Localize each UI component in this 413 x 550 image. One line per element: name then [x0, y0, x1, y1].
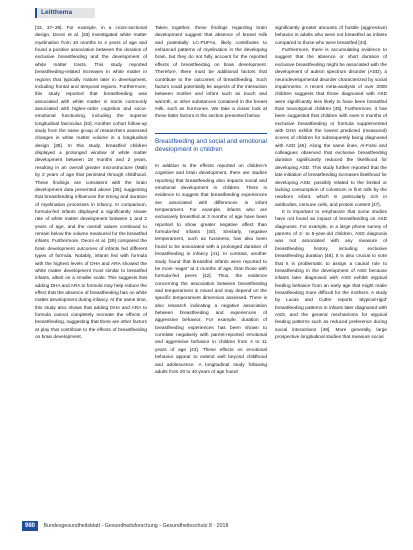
paragraph: In addition to the effects reported on children's cognitive and brain development, there are studies reporting that breastfeeding also impacts social and emotional development in children. There is evidence to suggest that breastfeeding experiences are associated with differences in infant temperament. For example, infants who are exclusively breastfed at 3 months of age have been reported to show greater negative affect than formula-fed infants [40]. Similarly, negative temperament, such as fussiness, has also been found to be associated with a prolonged duration of breastfeeding in infancy [41]. In contrast, another study found that breastfed infants were reported to be more 'eager' at 3 months of age, than those with formula-fed peers [42]. Thus, the evidence concerning the association between breastfeeding and temperament is mixed and may depend on the specific temperament dimension assessed. There is also research indicating a negative association between breastfeeding and experiences of aggressive behavior. For example, duration of breastfeeding experiences has been shown to correlate negatively with parent-reported emotional and aggressive behavior in children from 4 to 11 years of age [43]. These effects on emotional behavior appear to extend well beyond childhood and adolescence. A longitudinal study following adults from 20 to 40 years of age found: [155, 163, 267, 375]
paragraph: Furthermore, there is accumulating evidence to suggest that the absence or short duration of exclusive breastfeeding might be associated with the development of autism spectrum disorder (ASD), a neurodevelopmental disorder characterized by social impairments. A recent meta-analysis of over 2000 children suggests that those diagnosed with ASD were significantly less likely to have been breastfed than neurotypical children [45]. Furthermore, it has been suggested that children with even 6 months of exclusive breastfeeding or formula supplemented with DHA exhibit the lowest predicted (measured) scores of children for subsequently being diagnosed with ASD [46]. Along the same lines, Al-Farsi and colleagues observed that exclusive breastfeeding duration significantly reduced the likelihood for developing ASD. This study further reported that the late initiation of breastfeeding increases likelihood for developing ASD, possibly related to the limited or lacking consumption of colostrum in first milk by the newborn infant, which is particularly rich in antibodies, immune cells, and protein content [47].: [275, 48, 387, 208]
page-number: 980: [22, 521, 38, 531]
journal-citation: Bundesgesundheitsblatt - Gesundheitsforschung - Gesundheitsschutz 8 · 2018: [43, 523, 229, 529]
column-3: [275, 25, 387, 525]
column-2: [155, 25, 267, 525]
paragraph: Taken together, these findings regarding brain development suggest that absence of breast milk and potentially LC-PUFAs, likely contributes to enhanced patterns of myelination in the developing brain, but they do not fully account for the reported effects of breastfeeding on brain development. Therefore, there must be additional factors that contribute to the outcomes of breastfeeding. Such factors could potentially be aspects of the interaction between mother and infant such as touch and warmth, or other substances contained in the breast milk, such as hormones. We take a closer look at these latter factors in the section presented below.: [155, 26, 267, 120]
body-columns: [35, 25, 387, 525]
paragraph: significantly greater amounts of hostile (aggressive) behavior in adults who were not breastfed as infants compared to those who were breastfed [44].: [275, 26, 387, 46]
section-heading: Breastfeeding and social and emotional development in children: [155, 133, 267, 155]
section-label: Leitthema: [35, 8, 95, 18]
page-footer: [22, 521, 402, 531]
paragraph: It is important to emphasize that some studies have not found an impact of breastfeeding on ASD diagnoses. For example, in a large phone survey of parents of 2- to 5-year-old children, ASD diagnosis was not associated with any measure of breastfeeding history, including exclusive breastfeeding duration [48]. It is also crucial to note that it is problematic to assign a causal role to breastfeeding in the development of ASD because infants later diagnosed with ASD exhibit atypical feeding behavior from an early age that might make breastfeeding more difficult for the mothers. A study by Lucas and Cutler reports 'atypical-rigid' breastfeeding patterns in infants later diagnosed with ASD, and the general mechanisms for atypical feeding patterns such as reduced preference during social interactions [49]. More generally, large prospective longitudinal studies that measure social: [275, 209, 387, 341]
column-1: [35, 25, 147, 525]
paragraph: [33, 37–39]. For example, in a cross-sectional design, Deoni et al. [33] investigated white matter myelination from 10 months to 4 years of age and found a positive association between the duration of exclusive breastfeeding and the development of white matter tracts. This study reported breastfeeding-related increases in white matter in regions that typically mature later in development, including frontal and temporal regions. Furthermore, this study reported that breastfeeding was associated with white matter in tracts commonly associated with higher-order cognition and socio-emotional functioning, including the superior longitudinal fasciculus [33]. Another cohort follow-up study from the same group of researchers assessed changes in white matter volume in a longitudinal design [39]. In this study, breastfed children displayed a prolonged window of white matter development between 18 months and 2 years, resulting in an overall greater microstructure (Mali) by 2 years of age that persisted through childhood. These findings are consistent with the brain development data presented above [35], suggesting that breastfeeding influences the timing and duration of myelination processes in infancy. In comparison, formula-fed infants displayed a significantly slower rate of white matter development between 1 and 2 years of age, and the overall values continued to remain below the volume measured for the breastfed infants. Furthermore, Deoni et al. [39] compared the brain development outcomes of infants fed different types of formula. Notably, infants fed with formula with the highest levels of DHA and ARA showed the white matter development most similar to breastfed infants, albeit on a smaller scale. This suggests that adding DHA and ARA to formula may help reduce the effect that the absence of breastfeeding has on white matter development during infancy. At the same time, this study also shows that adding DHA and ARA to formula cannot completely recreate the effects of breastfeeding, suggesting that there are other factors at play that contribute to the effects of breastfeeding on brain development.: [35, 26, 147, 341]
